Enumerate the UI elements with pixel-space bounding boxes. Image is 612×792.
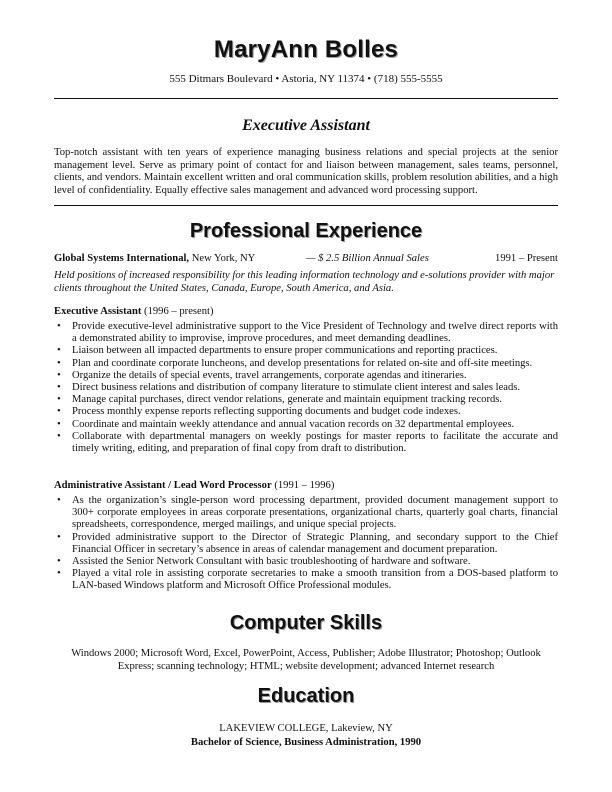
list-item: • Direct business relations and distribution of company literature to stimulate client interest and sales leads. xyxy=(57,382,521,394)
role-period: (1996 – present) xyxy=(141,306,214,317)
list-item: • Organize the details of special events, travel arrangements, corporate agendas and itineraries. xyxy=(57,369,467,381)
list-item: • Manage capital purchases, direct vendor relations, generate and maintain equipment tracking records. xyxy=(57,394,503,406)
bullet-icon: • xyxy=(57,430,61,442)
divider xyxy=(54,98,558,99)
role-header xyxy=(54,480,558,493)
bullet-icon: • xyxy=(57,394,61,406)
list-item: • Assisted the Senior Network Consultant with basic troubleshooting of hardware and software. xyxy=(57,556,471,568)
list-item: • Coordinate and maintain weekly attendance and annual vacation records on 32 departmental employees. xyxy=(57,418,515,430)
list-item: • Played a vital role in assisting corporate secretaries to make a smooth transition from a DOS-based platform to LAN-based Windows platform and Microsoft Office Professional modules. xyxy=(57,568,558,592)
education-degree: Bachelor of Science, Business Administration, 1990 xyxy=(190,737,422,748)
divider xyxy=(54,205,558,206)
role-bullets xyxy=(54,495,558,593)
list-item: • Process monthly expense reports reflecting supporting documents and budget code indexes. xyxy=(57,406,461,418)
role-title: Executive Assistant xyxy=(54,306,142,317)
bullet-icon: • xyxy=(57,495,61,506)
job-header xyxy=(54,253,558,266)
bullet-icon: • xyxy=(57,406,61,418)
bullet-icon: • xyxy=(57,382,61,394)
bullet-icon: • xyxy=(57,556,61,568)
section-title-experience: Professional Experience xyxy=(189,220,423,242)
contact-line: 555 Ditmars Boulevard • Astoria, NY 11374 • (718) 555-5555 xyxy=(169,73,443,85)
objective-title: Executive Assistant xyxy=(242,117,370,134)
section-title-skills: Computer Skills xyxy=(229,612,383,634)
list-item: • Plan and coordinate corporate luncheons, and develop presentations for related on-site and off-site meetings. xyxy=(57,357,533,369)
bullet-icon: • xyxy=(57,345,61,357)
role-header xyxy=(54,306,558,319)
role-bullets xyxy=(54,321,558,455)
bullet-icon: • xyxy=(57,568,61,580)
role-period: (1991 – 1996) xyxy=(271,480,335,491)
list-item: • Collaborate with departmental managers on weekly postings for master reports to facilitate the accurate and timely writing, editing, and preparation of final copy from draft to distribution. xyxy=(57,430,558,455)
list-item: • Provided administrative support to the Director of Strategic Planning, and secondary support to the Chief Financial Officer in secretary’s absence in areas of calendar management and document preparation. xyxy=(57,531,558,555)
bullet-icon: • xyxy=(57,531,61,543)
bullet-icon: • xyxy=(57,357,61,369)
list-item: • Provide executive-level administrative support to the Vice President of Technology and twelve direct reports with a demonstrated ability to improvise, improve procedures, and meet demanding deadlines. xyxy=(57,321,558,345)
candidate-name: MaryAnn Bolles xyxy=(213,36,399,63)
job-dates: 1991 – Present xyxy=(495,253,558,264)
education-school: LAKEVIEW COLLEGE, Lakeview, NY xyxy=(219,723,393,734)
summary-paragraph: Top-notch assistant with ten years of experience managing business relations and special projects at the senior management level. Serve as primary point of contact for and liaison between management, sales teams, personnel, clients, and vendors. Maintain excellent written and oral communication skills, problem resolution abilities, and a high level of confidentiality. Equally effective sales management and advanced word processing support. xyxy=(54,147,558,196)
company-name: Global Systems International, xyxy=(54,253,190,264)
role-title: Administrative Assistant / Lead Word Processor xyxy=(54,480,272,491)
list-item: • As the organization’s single-person word processing department, provided document management support to 300+ corporate employees in areas corporate presentations, organizational charts, quarterly goal charts, financial spreadsheets, correspondence, merged mailings, and unique special projects. xyxy=(57,495,558,531)
bullet-icon: • xyxy=(57,321,61,332)
company-sales: — $ 2.5 Billion Annual Sales xyxy=(306,253,429,264)
company-location: New York, NY xyxy=(189,253,256,264)
bullet-icon: • xyxy=(57,418,61,430)
skills-text: Windows 2000; Microsoft Word, Excel, PowerPoint, Access, Publisher; Adobe Illustrator; Photoshop; Outlook Express; scanning technology; HTML; website development; advanced Internet research xyxy=(71,648,541,672)
bullet-icon: • xyxy=(57,369,61,381)
section-title-education: Education xyxy=(257,685,355,707)
list-item: • Liaison between all impacted departments to ensure proper communications and reporting practices. xyxy=(57,345,498,357)
company-description: Held positions of increased responsibility for this leading information technology and e-solutions provider with major clients throughout the United States, Canada, Europe, South America, and Asia. xyxy=(54,270,555,294)
